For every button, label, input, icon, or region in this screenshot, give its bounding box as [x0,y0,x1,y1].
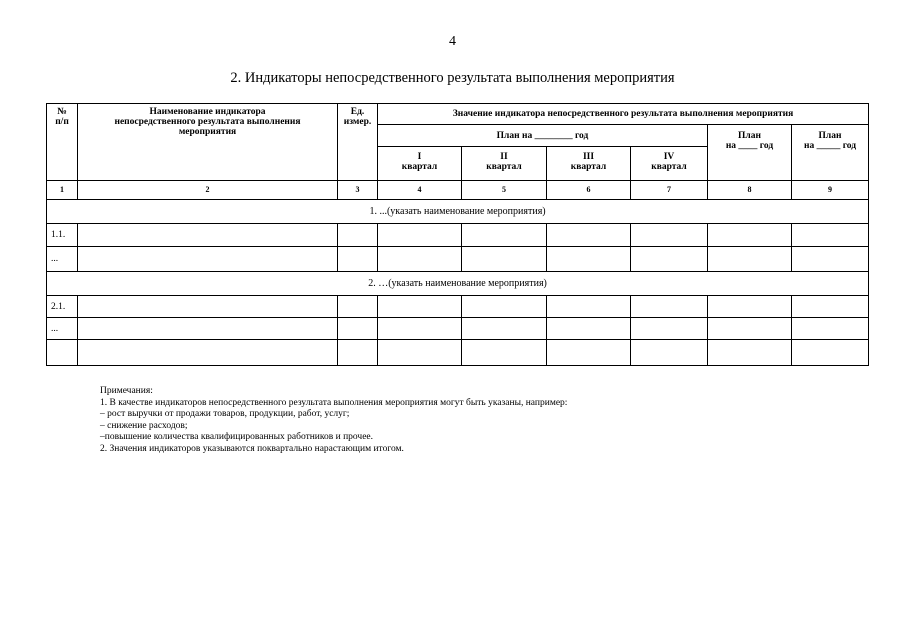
note-line: –повышение количества квалифицированных работников и прочее. [100,432,374,443]
row-number: 1.1. [47,224,78,247]
note-line: – рост выручки от продажи товаров, продукции, работ, услуг; [100,409,350,420]
notes-heading: Примечания: [100,386,153,396]
row-number [47,340,78,366]
column-number: 1 [47,181,78,200]
header-plan-next-1: План на ____ год [708,125,792,181]
note-line: 1. В качестве индикаторов непосредственного результата выполнения мероприятия могут быть указаны, например: [100,397,568,408]
notes [100,386,567,456]
column-number: 6 [547,181,631,200]
column-number: 5 [462,181,547,200]
row-number: ... [47,247,78,272]
header-plan-next-2: План на _____ год [792,125,869,181]
column-number: 7 [631,181,708,200]
column-number: 2 [78,181,338,200]
header-value-group: Значение индикатора непосредственного результата выполнения мероприятия [378,104,869,125]
header-q3: III квартал [547,147,631,181]
column-number: 8 [708,181,792,200]
header-name: Наименование индикатора непосредственного результата выполнения мероприятия [78,104,338,181]
section-title: 2. Индикаторы непосредственного результата выполнения мероприятия [230,70,675,86]
row-number: ... [47,318,78,340]
header-q2: II квартал [462,147,547,181]
header-unit: Ед. измер. [338,104,378,181]
column-number: 3 [338,181,378,200]
header-plan-year: План на ________ год [378,125,708,147]
column-number: 4 [378,181,462,200]
section-1-title: 1. ...(указать наименование мероприятия) [47,200,869,224]
page-number: 4 [449,34,456,49]
header-q1: I квартал [378,147,462,181]
note-line: – снижение расходов; [100,420,188,431]
column-number: 9 [792,181,869,200]
row-number: 2.1. [47,296,78,318]
note-line: 2. Значения индикаторов указываются поквартально нарастающим итогом. [100,443,404,454]
header-q4: IV квартал [631,147,708,181]
indicators-table [46,103,869,366]
section-2-title: 2. …(указать наименование мероприятия) [47,272,869,296]
header-num: № п/п [47,104,78,181]
